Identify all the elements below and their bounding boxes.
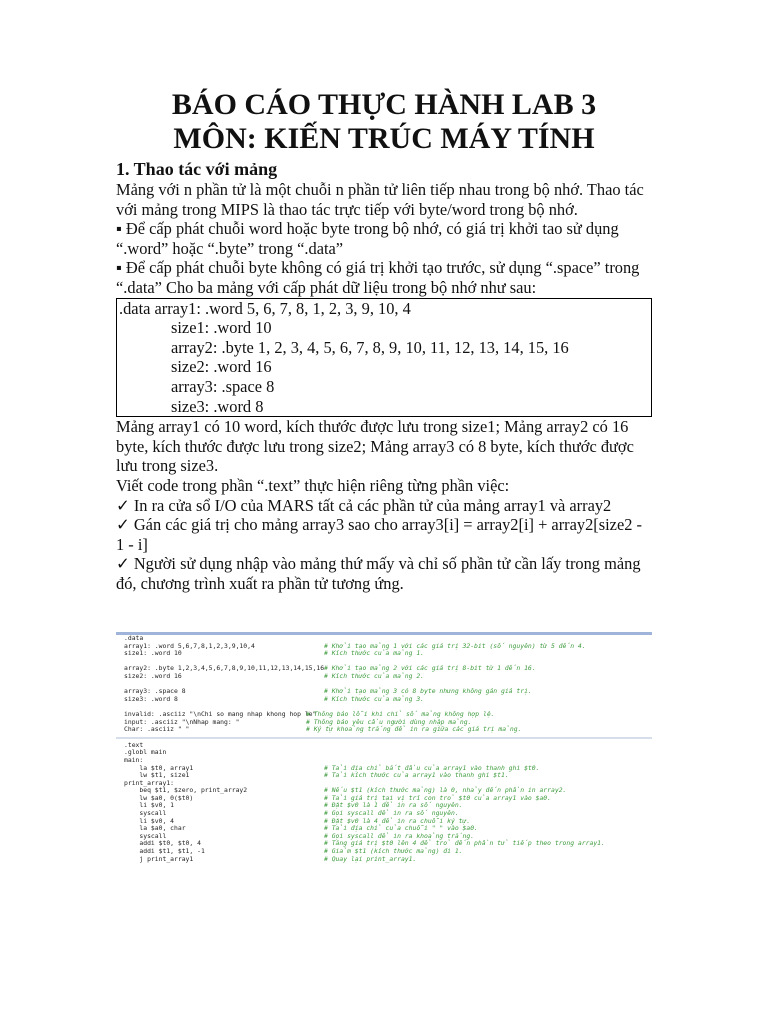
code-comment: # Đặt $v0 là 4 để in ra chuỗi ký tự. [324,816,471,825]
code-text: lw $a0, 0($t0) [124,793,194,802]
code-comment: # Gọi syscall để in ra khoảng trắng. [324,831,475,840]
document-page [116,88,652,593]
code-comment: # Gọi syscall để in ra số nguyên. [324,809,459,818]
code-line [124,749,652,757]
data-declaration-box [116,298,652,418]
code-comment: # Tải địa chỉ của chuỗi " " vào $a0. [324,824,478,833]
bullet-space: ▪ Để cấp phát chuỗi byte không có giá trị khởi tạo trước, sử dụng “.space” trong “.data” Cho ba mảng với cấp phát dữ liệu trong bộ nhớ như sau: [116,258,640,297]
code-text: li $v0, 4 [124,816,175,825]
code-comment: # Kích thước của mảng 2. [324,671,425,680]
code-text: addi $t1, $t1, -1 [124,847,205,856]
code-text: array2: .byte 1,2,3,4,5,6,7,8,9,10,11,12,13,14,15,16 [124,664,325,673]
code-screenshot [116,632,652,924]
box-line: size2: .word 16 [171,357,272,377]
code-line [124,696,652,704]
code-comment: # Thông báo lỗi khi chỉ số mảng không hợp lệ. [306,709,495,718]
code-comment: # Thông báo yêu cầu người dùng nhập mảng. [306,717,472,726]
code-text: syscall [124,831,167,840]
code-comment: # Tải địa chỉ bắt đầu của array1 vào thanh ghi $t0. [324,763,540,772]
task-item: ✓ In ra cửa sổ I/O của MARS tất cả các phần tử của mảng array1 và array2 [116,495,612,515]
code-text: j print_array1 [124,854,194,863]
code-text: syscall [124,809,167,818]
code-comment: # Quay lại print_array1. [324,854,417,863]
code-text: array3: .space 8 [124,687,186,696]
bullet-word-byte: ▪ Để cấp phát chuỗi word hoặc byte trong bộ nhớ, có giá trị khởi tao sử dụng “.word” hoặc “.byte” trong “.data” [116,219,619,258]
task-item: ✓ Người sử dụng nhập vào mảng thứ mấy và chỉ số phần tử cần lấy trong mảng đó, chương trình xuất ra phần tử tương ứng. [116,554,641,593]
box-line: array2: .byte 1, 2, 3, 4, 5, 6, 7, 8, 9, 10, 11, 12, 13, 14, 15, 16 [171,337,569,357]
code-comment: # Khởi tạo mảng 3 có 8 byte nhưng không gán giá trị. [324,687,532,696]
paragraph-task-intro: Viết code trong phần “.text” thực hiện riêng từng phần việc: [116,475,510,495]
code-text: .data [124,634,144,642]
code-comment: # Nếu $t1 (kích thước mảng) là 0, nhảy đến phần in array2. [324,786,567,795]
code-text: addi $t0, $t0, 4 [124,839,201,848]
course-title: MÔN: KIẾN TRÚC MÁY TÍNH [173,122,595,155]
code-text: size3: .word 8 [124,694,178,703]
code-line [124,673,652,681]
section-heading: 1. Thao tác với mảng [116,159,278,179]
code-comment: # Tải kích thước của array1 vào thanh ghi $t1. [324,771,509,780]
box-line: size3: .word 8 [171,396,264,416]
code-text: main: [124,755,144,764]
code-text: print_array1: [124,778,175,787]
code-line [124,726,652,734]
code-line [124,742,652,750]
code-text: lw $t1, size1 [124,771,190,780]
paragraph-sizes: Mảng array1 có 10 word, kích thước được lưu trong size1; Mảng array2 có 16 byte, kích thước được lưu trong size2; Mảng array3 có 8 byte, kích thước được lưu trong size3. [116,417,634,476]
code-text: li $v0, 1 [124,801,175,810]
box-line: array3: .space 8 [171,376,275,396]
report-title: BÁO CÁO THỰC HÀNH LAB 3 [171,88,597,121]
box-line: .data array1: .word 5, 6, 7, 8, 1, 2, 3, 9, 10, 4 [119,298,411,318]
code-line [124,650,652,658]
code-comment: # Giảm $t1 (kích thước mảng) đi 1. [324,847,463,856]
code-comment: # Tải giá trị tại vị trí con trỏ $t0 của array1 vào $a0. [324,793,552,802]
section-separator [116,737,652,739]
code-text: array1: .word 5,6,7,8,1,2,3,9,10,4 [124,641,255,650]
code-comment: # Tăng giá trị $t0 lên 4 để trỏ đến phần tử tiếp theo trong array1. [324,839,605,848]
code-text: invalid: .asciiz "\nChi so mang nhap khong hop le" [124,709,317,718]
code-text: size1: .word 10 [124,649,182,658]
code-text: beq $t1, $zero, print_array2 [124,786,248,795]
paragraph-intro: Mảng với n phần tử là một chuỗi n phần tử liên tiếp nhau trong bộ nhớ. Thao tác với mảng trong MIPS là thao tác trực tiếp với byte/word trong bộ nhớ. [116,180,644,219]
code-comment: # Đặt $v0 là 1 để in ra số nguyên. [324,801,463,810]
code-line [124,772,652,780]
code-comment: # Khởi tạo mảng 1 với các giá trị 32-bit (số nguyên) từ 5 đến 4. [324,641,586,650]
code-comment: # Khởi tạo mảng 2 với các giá trị 8-bit từ 1 đến 16. [324,664,536,673]
code-text: size2: .word 16 [124,671,182,680]
code-text: Char: .asciiz " " [124,725,190,734]
box-line: size1: .word 10 [171,318,272,338]
code-comment: # Kích thước của mảng 1. [324,649,425,658]
code-comment: # Ký tự khoảng trắng để in ra giữa các giá trị mảng. [306,725,522,734]
code-text: .globl main [124,748,167,757]
code-text: la $a0, char [124,824,186,833]
code-text: input: .asciiz "\nNhap mang: " [124,717,240,726]
text-section-code [116,742,652,864]
code-text: .text [124,740,144,749]
code-text: la $t0, array1 [124,763,194,772]
data-section-code [116,635,652,734]
code-comment: # Kích thước của mảng 3. [324,694,425,703]
code-line [124,856,652,864]
task-item: ✓ Gán các giá trị cho mảng array3 sao cho array3[i] = array2[i] + array2[size2 - 1 - i] [116,515,642,554]
